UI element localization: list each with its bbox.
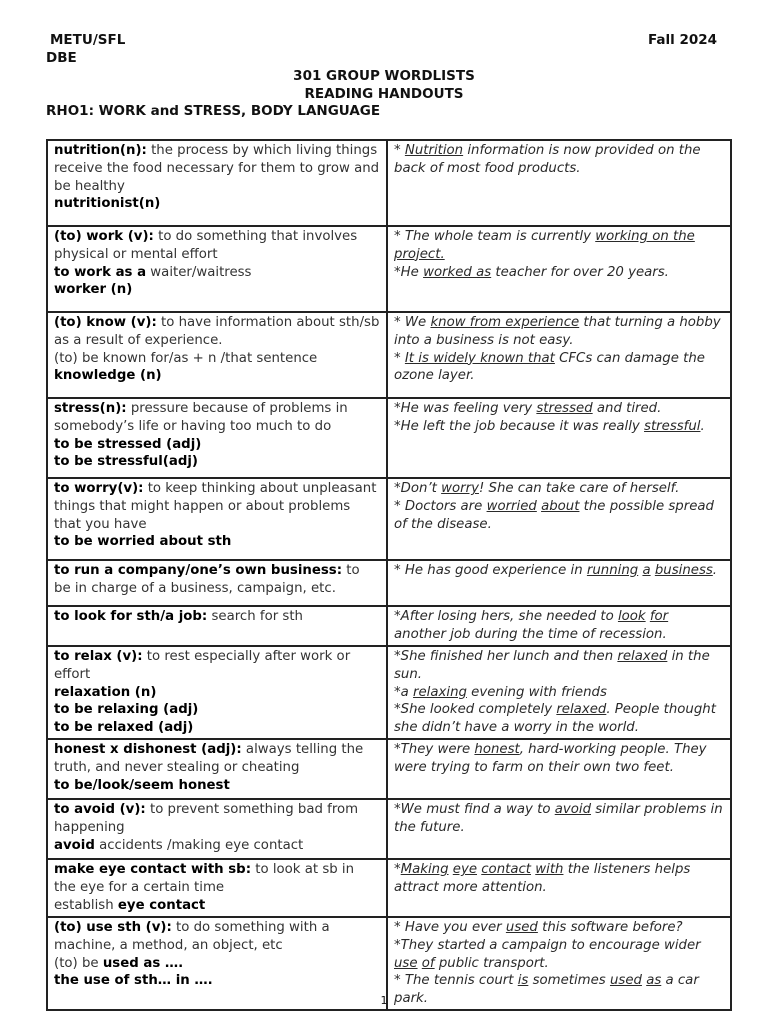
table-row — [47, 560, 731, 606]
term-cell — [47, 646, 387, 739]
example-line — [394, 562, 724, 580]
example-cell — [387, 799, 731, 859]
underlined-phrase: a — [642, 563, 651, 578]
example-text: *a — [394, 684, 414, 700]
term-line — [54, 608, 380, 626]
table-row — [47, 739, 731, 799]
definition-text: waiter/waitress — [146, 264, 252, 280]
term-line — [54, 648, 380, 684]
definition-text: pressure because of problems in somebody’s life or having too much to do — [54, 401, 348, 434]
term-cell — [47, 606, 387, 646]
term-text: make eye contact with sb: — [54, 861, 252, 877]
example-text: this software before? — [537, 919, 683, 935]
example-text: * — [394, 350, 405, 366]
term-text: to worry(v): — [54, 481, 144, 496]
definition-text: (to) be known for/as + n /that sentence — [54, 350, 318, 366]
term-text: to relax (v): — [54, 649, 143, 664]
table-row — [47, 606, 731, 646]
underlined-phrase: It is widely known that — [404, 350, 555, 366]
underlined-phrase: worried — [486, 498, 537, 514]
example-cell — [387, 398, 731, 478]
table-row — [47, 799, 731, 859]
term-cell — [47, 560, 387, 606]
underlined-phrase: for — [649, 609, 669, 624]
underlined-phrase: contact — [481, 861, 532, 877]
underlined-phrase: honest — [474, 741, 520, 757]
term-text: stress(n): — [54, 401, 127, 416]
term-text: to be/look/seem honest — [54, 777, 230, 793]
example-line — [394, 801, 724, 837]
term-text: worker (n) — [54, 282, 133, 298]
example-cell — [387, 312, 731, 398]
term-line — [54, 314, 380, 350]
example-text: another job during the time of recession. — [394, 626, 667, 642]
underlined-phrase: as — [646, 973, 662, 989]
example-line — [394, 498, 724, 534]
term-line — [54, 777, 380, 795]
example-cell — [387, 606, 731, 646]
term-text: to be stressful(adj) — [54, 454, 198, 470]
section-heading: RHO1: WORK and STRESS, BODY LANGUAGE — [46, 103, 381, 119]
term-line — [54, 480, 380, 533]
example-text: * He has good experience in — [394, 563, 587, 578]
term-line — [54, 350, 380, 368]
example-text: *They were — [394, 741, 475, 757]
underlined-phrase: with — [535, 861, 564, 877]
underlined-phrase: avoid — [554, 801, 592, 817]
underlined-phrase: Making — [400, 861, 449, 877]
example-line — [394, 142, 724, 178]
term-line — [54, 701, 380, 719]
example-text: * — [394, 143, 405, 158]
term-line — [54, 142, 380, 195]
example-text: *She finished her lunch and then — [394, 649, 618, 664]
example-line — [394, 741, 724, 777]
term-cell — [47, 398, 387, 478]
example-text: . — [712, 563, 718, 578]
example-text: * The whole team is currently — [394, 229, 596, 244]
example-text: public transport. — [434, 955, 549, 971]
example-text: . People thought she didn’t have a worry in the world. — [394, 702, 716, 736]
term-text: to work as a — [54, 264, 147, 280]
term-line — [54, 801, 380, 837]
term-text: nutrition(n): — [54, 143, 147, 158]
example-text: * Doctors are — [394, 498, 487, 514]
term-text: (to) use sth (v): — [54, 919, 172, 935]
term-text: knowledge (n) — [54, 368, 162, 384]
term-line — [54, 562, 380, 598]
example-text: information is now provided on the back of most food products. — [394, 143, 701, 176]
term-line — [54, 919, 380, 955]
term-line — [54, 955, 380, 973]
example-text: in the sun. — [394, 649, 710, 682]
term-line — [54, 897, 380, 915]
example-text: * Have you ever — [394, 919, 506, 935]
example-text: * — [394, 861, 401, 877]
example-line — [394, 228, 724, 264]
term-text: to run a company/one’s own business: — [54, 563, 343, 578]
example-line — [394, 937, 724, 973]
definition-text: to be in charge of a business, campaign, etc. — [54, 563, 360, 596]
institution-label: METU/SFL — [50, 32, 126, 48]
definition-text: to have information about sth/sb as a result of experience. — [54, 315, 380, 348]
term-text: to look for sth/a job: — [54, 609, 208, 624]
definition-text: to rest especially after work or effort — [54, 649, 351, 682]
definition-text: always telling the truth, and never stealing or cheating — [54, 741, 364, 775]
term-cell — [47, 739, 387, 799]
term-text: to be stressed (adj) — [54, 436, 202, 452]
underlined-phrase: relaxing — [413, 684, 467, 700]
example-text: a car park. — [394, 973, 699, 1007]
underlined-phrase: worry — [441, 481, 479, 496]
definition-text: search for sth — [207, 609, 303, 624]
term-text: to be worried about sth — [54, 534, 232, 550]
term-text: to be relaxed (adj) — [54, 720, 194, 736]
department-label: DBE — [46, 50, 77, 66]
term-text: avoid — [54, 837, 95, 853]
example-line — [394, 350, 724, 386]
example-text: sometimes — [528, 973, 610, 989]
term-line — [54, 972, 380, 990]
definition-text: the process by which living things receive the food necessary for them to grow and be healthy — [54, 143, 380, 194]
page-number: 1 — [380, 994, 388, 1007]
term-line — [54, 453, 380, 471]
example-line — [394, 264, 724, 282]
underlined-phrase: business — [654, 563, 713, 578]
term-line — [54, 861, 380, 897]
example-cell — [387, 859, 731, 917]
example-line — [394, 314, 724, 350]
example-cell — [387, 646, 731, 739]
example-cell — [387, 226, 731, 312]
term-line — [54, 741, 380, 777]
underlined-phrase: of — [421, 955, 435, 971]
example-line — [394, 701, 724, 737]
underlined-phrase: know from experience — [430, 315, 580, 330]
table-row — [47, 226, 731, 312]
definition-text: establish — [54, 897, 118, 913]
underlined-phrase: relaxed — [556, 702, 607, 718]
definition-text: accidents /making eye contact — [94, 837, 304, 853]
example-text: *He — [394, 264, 424, 280]
example-text: , hard-working people. They were trying to farm on their own two feet. — [394, 741, 707, 775]
term-line — [54, 684, 380, 702]
definition-text: to do something that involves physical or mental effort — [54, 229, 358, 262]
table-row — [47, 140, 731, 226]
example-text: CFCs can damage the ozone layer. — [394, 350, 705, 384]
example-text: . — [700, 418, 705, 434]
definition-text: to prevent something bad from happening — [54, 801, 359, 835]
term-text: (to) work (v): — [54, 229, 154, 244]
example-text: *After losing hers, she needed to — [394, 609, 618, 624]
term-cell — [47, 226, 387, 312]
example-line — [394, 861, 724, 897]
example-line — [394, 684, 724, 702]
term-line — [54, 837, 380, 855]
example-line — [394, 418, 724, 436]
term-line — [54, 400, 380, 436]
term-line — [54, 533, 380, 551]
example-line — [394, 400, 724, 418]
example-text: * The tennis court — [394, 973, 518, 989]
definition-text: (to) be — [54, 955, 103, 971]
term-text: used as …. — [102, 955, 184, 971]
example-text: * We — [394, 315, 431, 330]
table-row — [47, 646, 731, 739]
term-text: to be relaxing (adj) — [54, 702, 199, 718]
example-text: *They started a campaign to encourage wider — [394, 937, 701, 953]
underlined-phrase: look — [617, 609, 646, 624]
example-text: the possible spread of the disease. — [394, 498, 714, 532]
definition-text: to keep thinking about unpleasant things that might happen or about problems that you have — [54, 481, 377, 532]
underlined-phrase: use — [394, 955, 418, 971]
term-line — [54, 436, 380, 454]
definition-text: to look at sb in the eye for a certain time — [54, 861, 355, 895]
term-text: the use of sth… in …. — [54, 973, 213, 989]
term-label: Fall 2024 — [648, 32, 718, 48]
example-cell — [387, 739, 731, 799]
example-text: teacher for over 20 years. — [491, 264, 669, 280]
term-text: relaxation (n) — [54, 684, 157, 700]
term-text: to avoid (v): — [54, 801, 146, 817]
example-line — [394, 480, 724, 498]
underlined-phrase: working on the project. — [394, 229, 695, 262]
document-subtitle: READING HANDOUTS — [304, 86, 464, 102]
underlined-phrase: used — [609, 973, 642, 989]
example-text: *He left the job because it was really — [394, 418, 645, 434]
wordlist-table — [46, 139, 732, 1011]
term-cell — [47, 478, 387, 560]
underlined-phrase: stressful — [644, 418, 701, 434]
example-text: *She looked completely — [394, 702, 557, 718]
term-cell — [47, 140, 387, 226]
example-text: that turning a hobby into a business is not easy. — [394, 315, 721, 348]
term-cell — [47, 312, 387, 398]
table-row — [47, 312, 731, 398]
example-cell — [387, 478, 731, 560]
underlined-phrase: running — [586, 563, 639, 578]
example-text: *We must find a way to — [394, 801, 555, 817]
example-text: and tired. — [592, 401, 662, 416]
document-title: 301 GROUP WORDLISTS — [293, 68, 475, 84]
underlined-phrase: used — [505, 919, 538, 935]
term-line — [54, 367, 380, 385]
underlined-phrase: relaxed — [617, 649, 668, 664]
table-row — [47, 398, 731, 478]
term-line — [54, 264, 380, 282]
term-cell — [47, 859, 387, 917]
underlined-phrase: eye — [452, 861, 478, 877]
term-text: nutritionist(n) — [54, 196, 161, 212]
example-text: the listeners helps attract more attention. — [394, 861, 691, 895]
table-row — [47, 478, 731, 560]
underlined-phrase: is — [517, 973, 529, 989]
term-line — [54, 281, 380, 299]
example-line — [394, 608, 724, 644]
underlined-phrase: worked as — [423, 264, 492, 280]
term-line — [54, 195, 380, 213]
term-text: eye contact — [117, 897, 206, 913]
term-line — [54, 228, 380, 264]
table-row — [47, 859, 731, 917]
term-cell — [47, 799, 387, 859]
example-text: ! She can take care of herself. — [478, 481, 680, 496]
underlined-phrase: stressed — [536, 401, 593, 416]
example-text: evening with friends — [466, 684, 607, 700]
underlined-phrase: Nutrition — [404, 143, 464, 158]
term-text: honest x dishonest (adj): — [54, 741, 242, 757]
example-text: similar problems in the future. — [394, 801, 723, 835]
example-text: *Don’t — [394, 481, 442, 496]
example-line — [394, 648, 724, 684]
example-text: *He was feeling very — [394, 401, 537, 416]
example-cell — [387, 140, 731, 226]
term-line — [54, 719, 380, 737]
example-line — [394, 919, 724, 937]
underlined-phrase: about — [541, 498, 580, 514]
definition-text: to do something with a machine, a method, an object, etc — [54, 919, 330, 953]
example-cell — [387, 560, 731, 606]
term-text: (to) know (v): — [54, 315, 157, 330]
